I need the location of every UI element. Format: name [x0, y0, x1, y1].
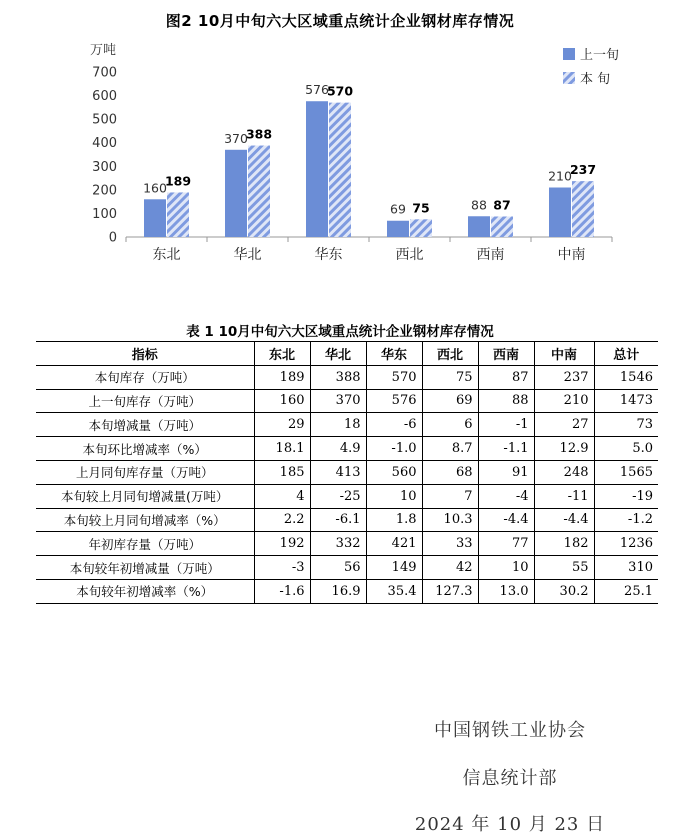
table-cell: 560	[366, 460, 422, 484]
signature-date: 2024 年 10 月 23 日	[414, 814, 606, 835]
table-cell: 127.3	[422, 579, 478, 603]
table-header-cell: 西北	[422, 342, 478, 366]
x-tick-label: 西南	[476, 247, 505, 263]
table-row	[36, 532, 658, 556]
table-cell: 182	[534, 532, 594, 556]
table-title: 表 1 10月中旬六大区域重点统计企业钢材库存情况	[186, 324, 494, 340]
data-label-prev: 370	[224, 130, 248, 146]
signature-org: 中国钢铁工业协会	[434, 720, 586, 741]
data-label-current: 189	[164, 173, 192, 189]
data-label-prev: 576	[305, 82, 329, 98]
x-tick-label: 中南	[557, 247, 586, 263]
data-label-current: 75	[412, 200, 430, 216]
table-header-cell: 指标	[36, 342, 254, 366]
table-header-cell: 总计	[594, 342, 658, 366]
y-tick-label: 200	[92, 183, 117, 199]
table-row	[36, 508, 658, 532]
x-tick-label: 西北	[395, 247, 424, 263]
table-cell: -1.0	[366, 437, 422, 461]
table-row	[36, 556, 658, 580]
table-cell: 10	[366, 484, 422, 508]
data-label-current: 237	[569, 162, 597, 178]
table-cell: 421	[366, 532, 422, 556]
table-row	[36, 413, 658, 437]
data-label-prev: 69	[390, 201, 406, 217]
table-cell: 1546	[594, 365, 658, 389]
bar-prev-period	[306, 101, 328, 237]
legend-label: 本 旬	[580, 72, 611, 87]
bar-prev-period	[468, 216, 490, 237]
table-cell: 1473	[594, 389, 658, 413]
data-label-prev: 210	[548, 168, 572, 184]
row-label-cell: 上一旬库存（万吨）	[36, 389, 254, 413]
table-cell: 91	[478, 460, 534, 484]
table-cell: 570	[366, 365, 422, 389]
legend-swatch	[563, 72, 575, 84]
table-cell: 68	[422, 460, 478, 484]
table-row	[36, 484, 658, 508]
inventory-table	[36, 341, 658, 604]
row-label-cell: 本旬增减量（万吨）	[36, 413, 254, 437]
table-cell: 77	[478, 532, 534, 556]
row-label-cell: 年初库存量（万吨）	[36, 532, 254, 556]
bar-current-period	[572, 181, 594, 237]
table-cell: -1.2	[594, 508, 658, 532]
table-header-cell: 华东	[366, 342, 422, 366]
table-cell: 25.1	[594, 579, 658, 603]
table-cell: 18	[310, 413, 366, 437]
table-cell: 189	[254, 365, 310, 389]
table-cell: 248	[534, 460, 594, 484]
table-cell: -6	[366, 413, 422, 437]
table-cell: 88	[478, 389, 534, 413]
table-cell: 75	[422, 365, 478, 389]
table-cell: 370	[310, 389, 366, 413]
table-row	[36, 460, 658, 484]
table-cell: -4.4	[478, 508, 534, 532]
bar-current-period	[491, 216, 513, 237]
table-row	[36, 389, 658, 413]
figure-title: 图2 10月中旬六大区域重点统计企业钢材库存情况	[165, 12, 515, 30]
table-cell: 35.4	[366, 579, 422, 603]
table-header-cell: 华北	[310, 342, 366, 366]
y-axis-unit: 万吨	[89, 43, 117, 58]
table-row	[36, 365, 658, 389]
bar-prev-period	[225, 150, 247, 237]
table-cell: 1236	[594, 532, 658, 556]
bar-current-period	[329, 103, 351, 237]
y-tick-label: 400	[92, 136, 117, 152]
table-cell: 10.3	[422, 508, 478, 532]
table-cell: 10	[478, 556, 534, 580]
x-tick-label: 华北	[233, 247, 262, 263]
table-cell: 160	[254, 389, 310, 413]
table-row	[36, 579, 658, 603]
table-cell: 413	[310, 460, 366, 484]
table-cell: 210	[534, 389, 594, 413]
table-cell: 388	[310, 365, 366, 389]
row-label-cell: 本旬较年初增减率（%）	[36, 579, 254, 603]
y-tick-label: 0	[108, 230, 117, 246]
legend-label: 上一旬	[580, 48, 620, 63]
table-cell: 73	[594, 413, 658, 437]
table-cell: 29	[254, 413, 310, 437]
row-label-cell: 本旬较上月同旬增减量(万吨）	[36, 484, 254, 508]
y-tick-label: 300	[92, 159, 117, 175]
table-cell: 42	[422, 556, 478, 580]
table-cell: 18.1	[254, 437, 310, 461]
data-label-current: 570	[326, 83, 354, 99]
x-tick-label: 华东	[314, 247, 343, 263]
bar-current-period	[248, 146, 270, 237]
table-cell: 27	[534, 413, 594, 437]
x-tick-label: 东北	[152, 247, 181, 263]
table-cell: -1	[478, 413, 534, 437]
legend-swatch	[563, 48, 575, 60]
table-header-cell: 东北	[254, 342, 310, 366]
table-cell: 1565	[594, 460, 658, 484]
table-cell: 30.2	[534, 579, 594, 603]
table-cell: -4.4	[534, 508, 594, 532]
table-cell: -11	[534, 484, 594, 508]
bar-prev-period	[387, 221, 409, 237]
table-cell: -19	[594, 484, 658, 508]
bar-current-period	[167, 192, 189, 237]
y-tick-label: 600	[92, 89, 117, 105]
table-cell: 332	[310, 532, 366, 556]
signature-dept: 信息统计部	[462, 768, 558, 789]
table-cell: -1.1	[478, 437, 534, 461]
y-tick-label: 100	[92, 206, 117, 222]
table-cell: -6.1	[310, 508, 366, 532]
table-cell: 310	[594, 556, 658, 580]
table-header-cell: 西南	[478, 342, 534, 366]
table-cell: 69	[422, 389, 478, 413]
table-cell: 7	[422, 484, 478, 508]
table-cell: 12.9	[534, 437, 594, 461]
table-cell: 1.8	[366, 508, 422, 532]
row-label-cell: 本旬较年初增减量（万吨）	[36, 556, 254, 580]
table-cell: 149	[366, 556, 422, 580]
table-cell: 87	[478, 365, 534, 389]
table-cell: 237	[534, 365, 594, 389]
bar-chart	[0, 32, 680, 272]
table-cell: 16.9	[310, 579, 366, 603]
table-cell: 8.7	[422, 437, 478, 461]
table-cell: 6	[422, 413, 478, 437]
bar-prev-period	[549, 188, 571, 238]
table-cell: 4	[254, 484, 310, 508]
table-cell: 56	[310, 556, 366, 580]
bar-prev-period	[144, 199, 166, 237]
row-label-cell: 本旬库存（万吨）	[36, 365, 254, 389]
data-label-prev: 88	[471, 197, 487, 213]
row-label-cell: 本旬环比增减率（%）	[36, 437, 254, 461]
row-label-cell: 本旬较上月同旬增减率（%）	[36, 508, 254, 532]
table-cell: 33	[422, 532, 478, 556]
table-cell: 55	[534, 556, 594, 580]
table-cell: -3	[254, 556, 310, 580]
y-tick-label: 500	[92, 112, 117, 128]
data-label-prev: 160	[143, 180, 167, 196]
table-cell: 185	[254, 460, 310, 484]
data-label-current: 87	[493, 197, 511, 213]
y-tick-label: 700	[92, 65, 117, 81]
table-cell: 2.2	[254, 508, 310, 532]
bar-current-period	[410, 219, 432, 237]
table-cell: -1.6	[254, 579, 310, 603]
table-cell: 192	[254, 532, 310, 556]
table-cell: -25	[310, 484, 366, 508]
table-cell: 4.9	[310, 437, 366, 461]
table-cell: -4	[478, 484, 534, 508]
row-label-cell: 上月同旬库存量（万吨）	[36, 460, 254, 484]
table-cell: 576	[366, 389, 422, 413]
table-row	[36, 437, 658, 461]
table-cell: 5.0	[594, 437, 658, 461]
table-cell: 13.0	[478, 579, 534, 603]
table-header-cell: 中南	[534, 342, 594, 366]
data-label-current: 388	[245, 126, 273, 142]
